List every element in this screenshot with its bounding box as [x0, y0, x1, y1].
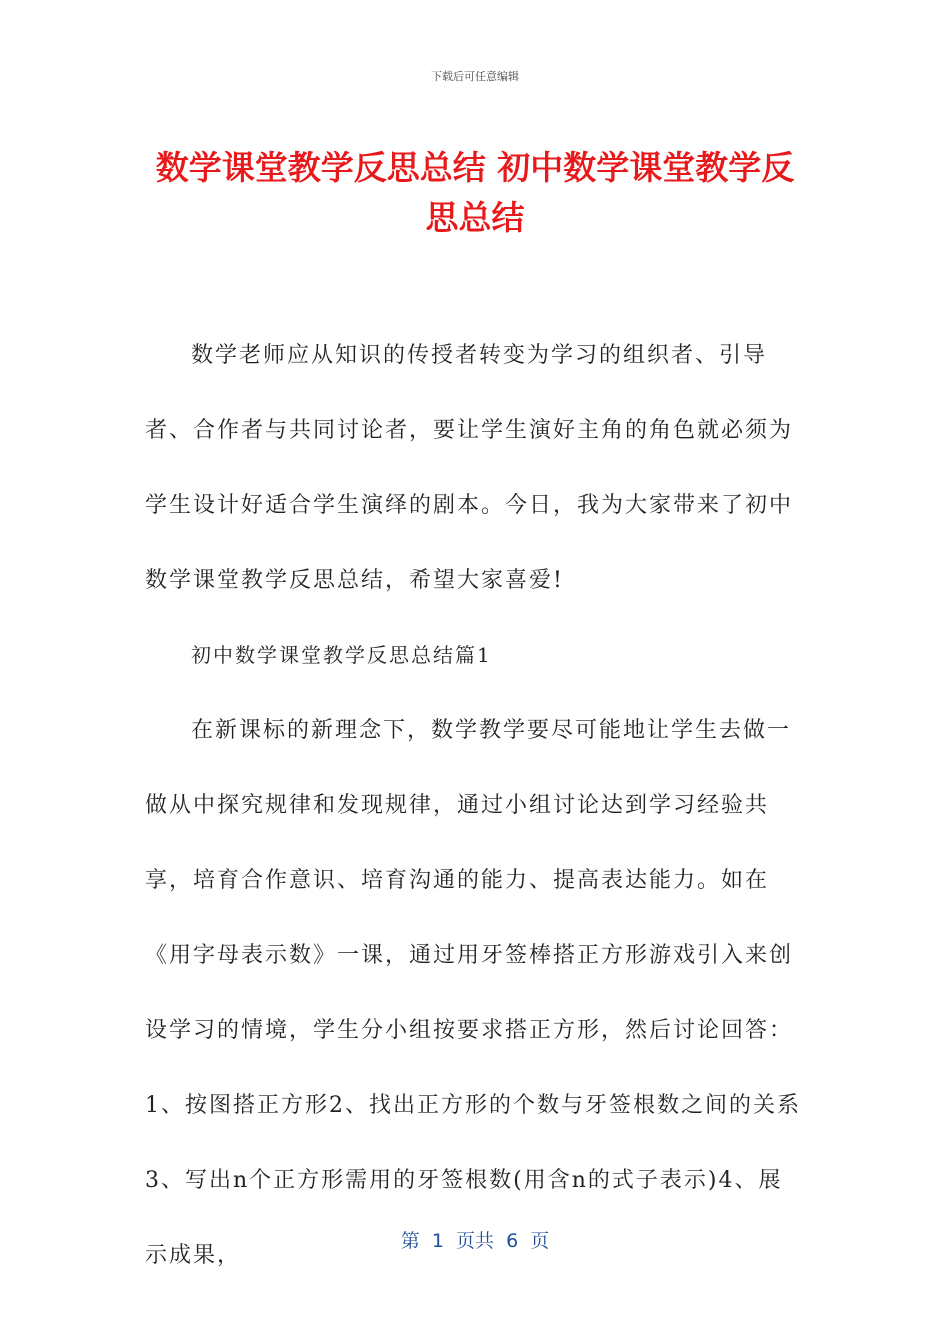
document-title: 数学课堂教学反思总结 初中数学课堂教学反思总结: [155, 148, 795, 237]
document-body: [145, 318, 805, 1293]
intro-paragraph: 数学老师应从知识的传授者转变为学习的组织者、引导者、合作者与共同讨论者，要让学生演好主角的角色就必须为学生设计好适合学生演绎的剧本。今日，我为大家带来了初中数学课堂教学反思总结，希望大家喜爱!: [145, 343, 794, 593]
header-note: 下载后可任意编辑: [431, 70, 519, 83]
body-paragraph: 在新课标的新理念下，数学教学要尽可能地让学生去做一做从中探究规律和发现规律，通过小组讨论达到学习经验共享，培育合作意识、培育沟通的能力、提高表达能力。如在《用字母表示数》一课，通过用牙签棒搭正方形游戏引入来创设学习的情境，学生分小组按要求搭正方形，然后讨论回答：1、按图搭正方形2、找出正方形的个数与牙签根数之间的关系3、写出n个正方形需用的牙签根数(用含n的式子表示)4、展示成果，: [145, 718, 801, 1268]
section-heading: 初中数学课堂教学反思总结篇1: [191, 643, 492, 667]
page-footer: 第 1 页共 6 页: [400, 1230, 550, 1252]
